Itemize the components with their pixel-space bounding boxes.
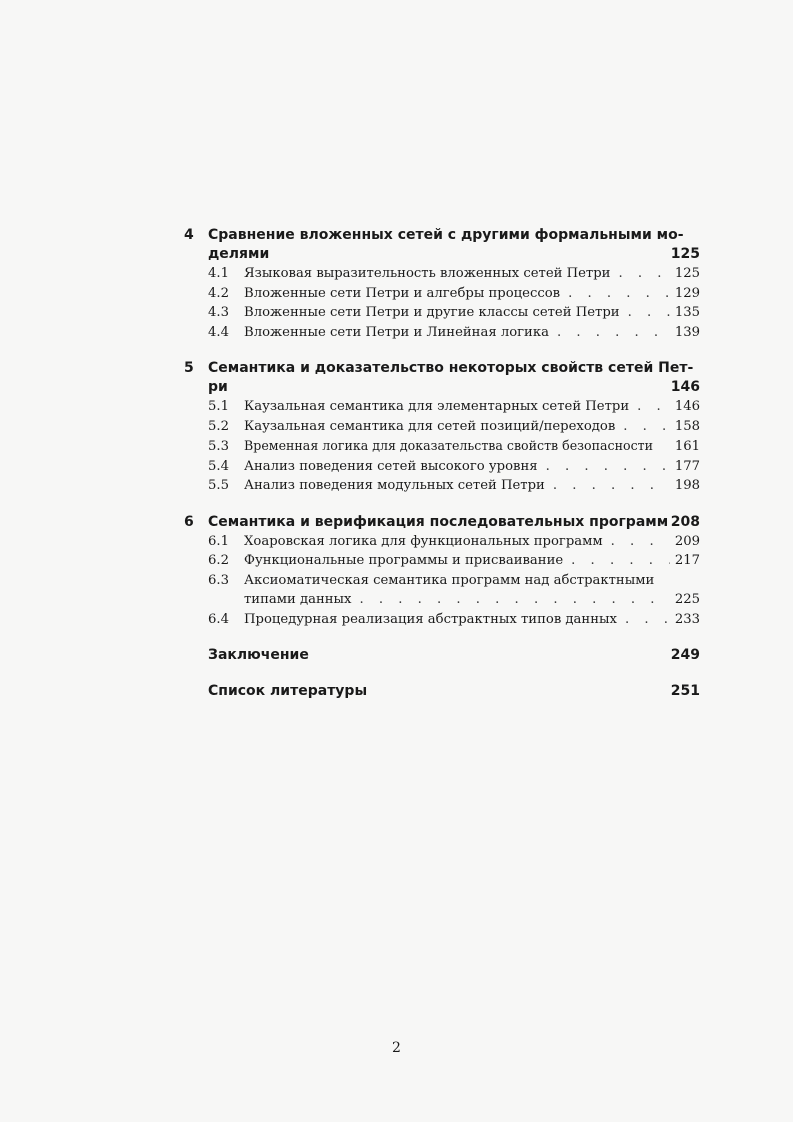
toc-entry: 6.3 Аксиоматическая семантика программ над абстрактными типами данных . . . 225 bbox=[184, 571, 700, 610]
toc-entry: 4.3 Вложенные сети Петри и другие классы сетей Петри . . . 135 bbox=[184, 303, 700, 323]
chapter-number: 4 bbox=[184, 227, 194, 243]
toc-entry: 5.5 Анализ поведения модульных сетей Петри . . . 198 bbox=[184, 476, 700, 496]
page-number: 2 bbox=[392, 1040, 401, 1056]
toc-entry: 4.4 Вложенные сети Петри и Линейная логика . . . 139 bbox=[184, 323, 700, 343]
chapter-page: 208 bbox=[670, 513, 700, 530]
chapter-title: Семантика и верификация последовательных программ bbox=[208, 513, 669, 530]
toc-bibliography: Список литературы 251 bbox=[208, 683, 700, 699]
chapter-6 bbox=[184, 513, 700, 630]
chapter-number: 5 bbox=[184, 360, 194, 376]
toc-entry: 5.1 Каузальная семантика для элементарных сетей Петри . . . 146 bbox=[184, 397, 700, 417]
toc-conclusion: Заключение 249 bbox=[208, 647, 700, 663]
toc-entry: 5.2 Каузальная семантика для сетей позиций/переходов . . . 158 bbox=[184, 417, 700, 437]
chapter-page: 125 bbox=[670, 246, 700, 262]
chapter-title-cont: ри bbox=[208, 379, 228, 395]
toc-entry: 5.3 Временная логика для доказательства свойств безопасности 161 bbox=[208, 438, 700, 454]
chapter-title-cont: делями bbox=[208, 246, 270, 262]
toc-entry: 6.2 Функциональные программы и присваивание . . . 217 bbox=[184, 551, 700, 571]
toc-entry: 5.4 Анализ поведения сетей высокого уровня . . . 177 bbox=[184, 457, 700, 477]
chapter-5 bbox=[184, 359, 700, 496]
toc-entry: 6.4 Процедурная реализация абстрактных типов данных . . . 233 bbox=[184, 610, 700, 630]
toc-entry: 6.1 Хоаровская логика для функциональных программ . . . 209 bbox=[184, 532, 700, 552]
chapter-title: Семантика и доказательство некоторых свойств сетей Пет- bbox=[208, 360, 694, 376]
table-of-contents bbox=[184, 226, 700, 718]
chapter-number: 6 bbox=[184, 513, 194, 530]
chapter-title: Сравнение вложенных сетей с другими формальными мо- bbox=[208, 227, 684, 243]
toc-entry: 4.2 Вложенные сети Петри и алгебры процессов . . . 129 bbox=[184, 284, 700, 304]
chapter-4 bbox=[184, 226, 700, 342]
chapter-page: 146 bbox=[670, 379, 700, 395]
toc-entry: 4.1 Языковая выразительность вложенных сетей Петри . . . 125 bbox=[184, 264, 700, 284]
